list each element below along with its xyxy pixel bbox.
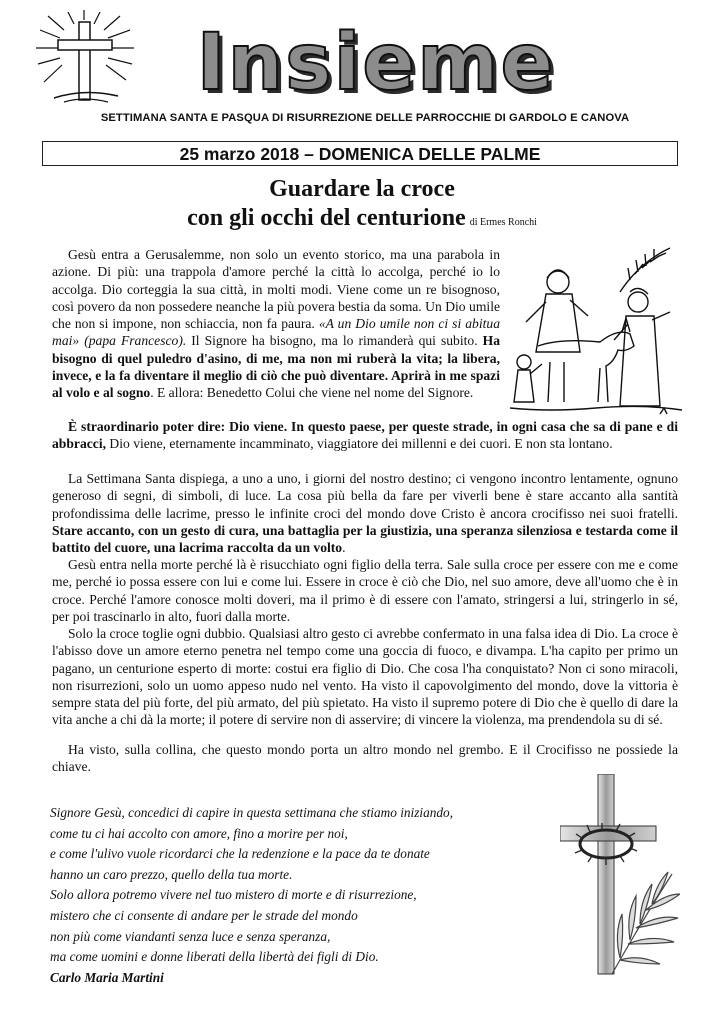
cross-crown-of-thorns-illustration	[560, 774, 680, 982]
article-paragraph	[52, 418, 678, 453]
prayer-line: non più come viandanti senza luce e senza speranza,	[50, 928, 331, 944]
prayer-line: ma come uomini e donne liberati della libertà dei figli di Dio.	[50, 949, 379, 965]
text-run: Solo la croce toglie ogni dubbio. Qualsiasi altro gesto ci avrebbe confermato in una falsa idea di Dio. La croce è l'abisso dove un amore eterno penetra nel tempo come una goccia di fuoco, e divampa. L'ha capito per primo un pagano, un centurione esperto di morte: costui era figlio di Dio. Che cosa l'ha conquistato? Non ci sono miracoli, non risurrezioni, solo un uomo appeso nudo nel vento. Ha visto il capovolgimento del mondo, dove la vittoria è sempre stata del più forte, del più armato, del più spietato. Ha visto il supremo potere di Dio che è quello di dare la vita anche a chi dà la morte; il potere di servire non di asservire; di vincere la violenza, ma prendendola su di sé.	[52, 626, 678, 728]
text-run: . E allora: Benedetto Colui che viene nel nome del Signore.	[150, 385, 474, 401]
date-banner: 25 marzo 2018 – DOMENICA DELLE PALME	[42, 141, 678, 166]
cross-logo-icon	[34, 10, 136, 105]
article-title-line2: con gli occhi del centurione	[187, 205, 466, 231]
article-title-line2-wrap	[0, 204, 724, 237]
text-run: Il Signore ha bisogno, ma lo rimanderà qui subito.	[186, 333, 483, 349]
article-paragraph	[52, 741, 678, 776]
text-run: Ha bisogno di quel puledro d'asino, di me, ma non mi ruberà la vita; la libera, invece, e la fa diventare il meglio di ciò che può diventare. Aprirà in me spazi al volo e al sogno	[52, 333, 501, 401]
text-run: È straordinario poter dire: Dio viene. In questo paese, per queste strade, in ogni casa che sa di pane e di abbracci,	[52, 419, 678, 452]
palm-sunday-illustration	[510, 242, 682, 420]
prayer-block	[50, 803, 550, 988]
text-run: «A un Dio umile non ci si abitua mai» (papa Francesco).	[52, 316, 500, 349]
article-paragraph	[52, 246, 500, 402]
text-run: Gesù entra nella morte perché là è risucchiato ogni figlio della terra. Sale sulla croce per essere con me e come me, perché io possa essere con lui e come lui. Essere in croce è ciò che Dio, nel suo amore, deve all'uomo che è in croce. Perché l'amore conosce molti doveri, ma il primo è di essere con l'amato, stringersi a lui, stringerlo in sé, per poi trascinarlo in alto, fuori dalla morte.	[52, 557, 678, 624]
text-run: Stare accanto, con un gesto di cura, una battaglia per la giustizia, una speranza silenziosa e testarda come il battito del cuore, una lacrima raccolta da un volto	[52, 522, 678, 556]
masthead-title: Insieme	[196, 18, 556, 108]
text-run: Ha visto, sulla collina, che questo mondo porta un altro mondo nel grembo. E il Crocifisso ne possiede la chiave.	[52, 742, 678, 775]
text-run: .	[342, 540, 346, 556]
article-paragraph	[52, 556, 678, 625]
masthead-subtitle: SETTIMANA SANTA E PASQUA DI RISURREZIONE DELLE PARROCCHIE DI GARDOLO E CANOVA	[100, 112, 630, 124]
text-run: Gesù entra a Gerusalemme, non solo un evento storico, ma una parabola in azione. Di più: una trappola d'amore perché la città lo accolga, perché io lo accolga. Dio corteggia la sua città, in molti modi. Viene come un re bisognoso, così povero da non possedere neanche la più povera bestia da soma. Un Dio umile che non si impone, non schiaccia, non fa paura.	[52, 247, 500, 332]
prayer-line: Signore Gesù, concedici di capire in questa settimana che stiamo iniziando,	[50, 805, 454, 820]
article-title-line1: Guardare la croce	[269, 176, 455, 202]
text-run: La Settimana Santa dispiega, a uno a uno, i giorni del nostro destino; ci vengono incontro lentamente, ognuno generoso di segni, di simboli, di luce. La cosa più bella da fare per viverli bene è stare accanto alla santità profondissima delle lacrime, presso le infinite croci del mondo dove Cristo è ancora crocifisso nei suoi fratelli.	[52, 471, 678, 521]
prayer-line: e come l'ulivo vuole ricordarci che la redenzione e la pace da te donate	[50, 846, 430, 862]
prayer-author: Carlo Maria Martini	[50, 969, 164, 985]
article-paragraph	[52, 470, 678, 556]
article-byline: di Ermes Ronchi	[469, 217, 537, 228]
prayer-line: mistero che ci consente di andare per le strade del mondo	[50, 907, 358, 923]
article-paragraph	[52, 625, 678, 729]
prayer-line: come tu ci hai accolto con amore, fino a morire per noi,	[50, 825, 348, 841]
prayer-line: Solo allora potremo vivere nel tuo mistero di morte e di risurrezione,	[50, 887, 417, 903]
prayer-line: hanno un caro prezzo, quello della tua morte.	[50, 866, 293, 882]
text-run: Dio viene, eternamente incamminato, viaggiatore dei millenni e dei cuori. E non sta lontano.	[106, 436, 613, 452]
